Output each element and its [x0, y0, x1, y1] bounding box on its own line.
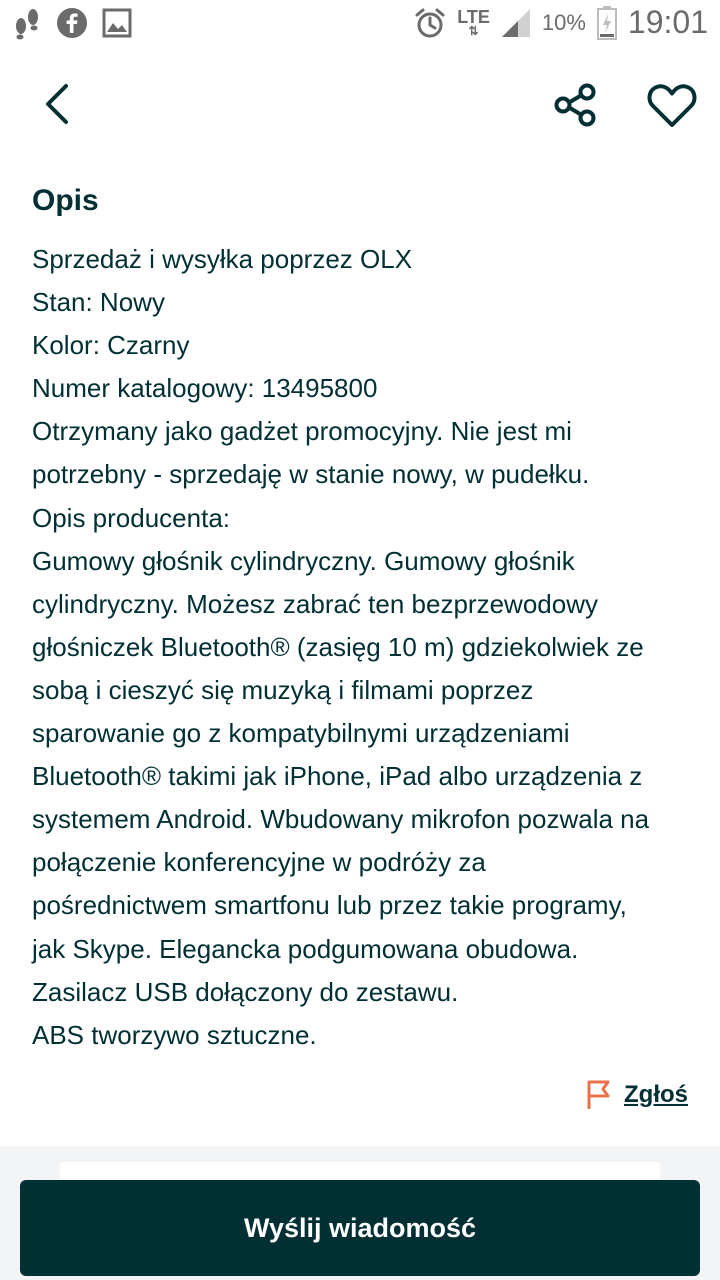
share-button[interactable] — [552, 82, 598, 128]
battery-percent: 10% — [541, 9, 586, 35]
report-link[interactable] — [586, 1080, 688, 1110]
battery-low-icon — [596, 5, 618, 41]
share-icon — [552, 82, 598, 128]
description-text: Sprzedaż i wysyłka poprzez OLX Stan: Nowy Kolor: Czarny Numer katalogowy: 13495800 Otrzymany jako gadżet promocyjny. Nie jest mi potrzebny - sprzedaję w stanie nowy, w pudełku. Opis producenta: Gumowy głośnik cylindryczny. Gumowy głośnik cylindryczny. Możesz zabrać ten bezprzewodowy głośniczek Bluetooth® (zasięg 10 m) gdziekolwiek ze sobą i cieszyć się muzyką i filmami poprzez sparowanie go z kompatybilnymi urządzeniami Bluetooth® takimi jak iPhone, iPad albo urządzenia z systemem Android. Wbudowany mikrofon pozwala na połączenie konferencyjne w podróży za pośrednictwem smartfonu lub przez takie programy, jak Skype. Elegancka podgumowana obudowa. Zasilacz USB dołączony do zestawu. ABS tworzywo sztuczne. — [32, 244, 650, 1050]
network-type — [457, 6, 490, 38]
chevron-left-icon — [34, 80, 82, 128]
back-button[interactable] — [34, 80, 82, 128]
network-type-label: LTE — [457, 6, 490, 27]
status-bar — [0, 0, 720, 48]
app-toolbar — [0, 64, 720, 144]
description-title: Opis — [32, 184, 99, 217]
gallery-icon — [102, 8, 132, 38]
clock: 19:01 — [627, 4, 708, 40]
status-bar-right — [413, 4, 708, 41]
send-message-button[interactable] — [20, 1180, 700, 1276]
signal-icon — [500, 7, 532, 39]
alarm-icon — [413, 6, 447, 40]
status-bar-left — [12, 6, 132, 40]
favorite-button[interactable] — [646, 80, 698, 130]
footsteps-icon — [12, 6, 42, 40]
flag-icon — [586, 1080, 612, 1110]
data-arrows-icon: ⇅ — [468, 23, 479, 38]
facebook-icon — [56, 7, 88, 39]
send-message-label: Wyślij wiadomość — [243, 1212, 477, 1243]
report-label: Zgłoś — [624, 1081, 688, 1108]
heart-icon — [646, 80, 698, 130]
